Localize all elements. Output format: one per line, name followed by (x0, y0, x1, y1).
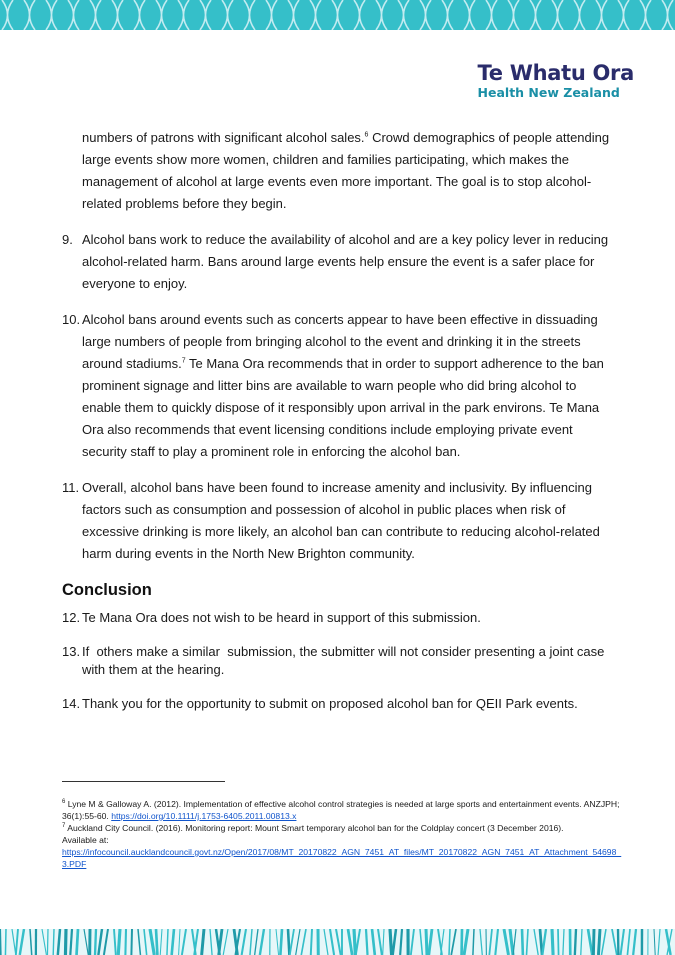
band-hatch-stroke (118, 929, 120, 955)
item-text: If others make a similar submission, the submitter will not consider presenting a joint case with them at the hearing. (82, 644, 609, 677)
numbered-item-13 (62, 643, 617, 679)
paragraph-text: numbers of patrons with significant alcohol sales. (82, 130, 365, 145)
footnote-ref-6: 6 (364, 131, 369, 139)
band-hatch-stroke (593, 929, 594, 955)
band-hatch-stroke (77, 929, 78, 955)
footnote-number: 7 (62, 823, 66, 830)
footnote-number: 6 (62, 799, 66, 806)
band-hatch-stroke (95, 929, 96, 955)
numbered-item-12 (62, 607, 617, 629)
band-hatch-stroke (53, 929, 54, 955)
item-text: Alcohol bans work to reduce the availability of alcohol and are a key policy lever in reducing alcohol-related harm. Bans around large events help ensure the event is a safer place for everyone to enjoy. (82, 232, 609, 291)
band-hatch-stroke (5, 929, 6, 955)
band-hatch-stroke (280, 929, 282, 955)
header-pattern-graphic (0, 0, 675, 30)
band-hatch-stroke (426, 929, 427, 955)
item-text-wrapper (82, 309, 617, 463)
item-text: Te Mana Ora recommends that in order to support adherence to the ban prominent signage and litter bins are available to warn people who did bring alcohol to enable them to quickly dispose of it responsibly upon arrival in the park environs. Te Mana Ora also recommends that event licensing conditions include employing private event security staff to play a prominent role in enforcing the alcohol ban. (82, 356, 604, 459)
band-hatch-stroke (47, 929, 48, 955)
footnote-text: Lyne M & Galloway A. (2012). Implementation of effective alcohol control strategies is needed at large sports and entertainment events. ANZJPH; 36(1):55-60. (62, 799, 620, 821)
footnote-link[interactable]: https://doi.org/10.1111/j.1753-6405.2011.00813.x (111, 811, 297, 821)
band-hatch-stroke (366, 929, 368, 955)
item-text: Thank you for the opportunity to submit on proposed alcohol ban for QEII Park events. (82, 696, 578, 711)
document-body (62, 127, 617, 729)
numbered-item-11 (62, 477, 617, 565)
item-number: 12. (62, 610, 81, 625)
footnote-6 (62, 798, 622, 822)
band-hatch-stroke (354, 929, 355, 955)
logo-name: Te Whatu Ora (477, 61, 634, 85)
footnotes (62, 798, 622, 870)
band-hatch-stroke (0, 929, 1, 955)
band-hatch-stroke (125, 929, 126, 955)
item-number: 11. (62, 480, 80, 495)
footnote-available-label: Available at: (62, 835, 109, 845)
footnote-7 (62, 822, 622, 870)
item-text: Alcohol bans around events such as concerts appear to have been effective in dissuading large numbers of people from bringing alcohol to the event and drinking it in the streets around stadiums. (82, 312, 598, 371)
item-number: 9. (62, 232, 73, 247)
logo-subtitle: Health New Zealand (477, 85, 620, 100)
footer-pattern-graphic (0, 929, 675, 955)
item-number: 13. (62, 644, 81, 659)
item-text: Overall, alcohol bans have been found to increase amenity and inclusivity. By influencing factors such as consumption and possession of alcohol in public places when risk of excessive drinking is more likely, an alcohol ban can contribute to reducing alcohol-related harm during events in the North New Brighton community. (82, 480, 600, 561)
band-hatch-stroke (65, 929, 66, 955)
item-text: Te Mana Ora does not wish to be heard in support of this submission. (82, 610, 481, 625)
band-hatch-stroke (522, 929, 523, 955)
numbered-item-10 (62, 309, 617, 463)
header-pattern-band (0, 0, 675, 30)
band-hatch-stroke (598, 929, 600, 955)
band-hatch-stroke (131, 929, 132, 955)
numbered-item-14 (62, 693, 617, 715)
item-number: 14. (62, 696, 81, 711)
continued-paragraph (62, 127, 617, 215)
band-hatch-stroke (552, 929, 553, 955)
footnote-text: Auckland City Council. (2016). Monitoring report: Mount Smart temporary alcohol ban for the Coldplay concert (3 December 2016). (65, 823, 564, 833)
band-hatch-stroke (575, 929, 576, 955)
conclusion-heading: Conclusion (62, 581, 152, 599)
footnote-ref-7: 7 (181, 357, 186, 365)
band-hatch-stroke (449, 929, 450, 955)
band-hatch-stroke (156, 929, 157, 955)
footnote-link[interactable]: https://infocouncil.aucklandcouncil.govt.nz/Open/2017/08/MT_20170822_AGN_7451_AT_files/MT_20170822_AGN_7451_AT_Attachment_54698_3.PDF (62, 847, 622, 869)
item-number: 10. (62, 312, 81, 327)
numbered-item-9 (62, 229, 617, 295)
organization-logo (478, 62, 634, 100)
footer-pattern-band (0, 929, 675, 955)
band-hatch-stroke (558, 929, 559, 955)
paragraph-text: Crowd demographics of people attending large events show more women, children and families participating, which makes the management of alcohol at large events even more important. The goal is to stop alcohol-related problems before they begin. (82, 130, 610, 211)
band-hatch-stroke (311, 929, 312, 955)
band-hatch-stroke (390, 929, 392, 955)
footnote-separator (62, 781, 225, 782)
band-hatch-stroke (288, 929, 289, 955)
